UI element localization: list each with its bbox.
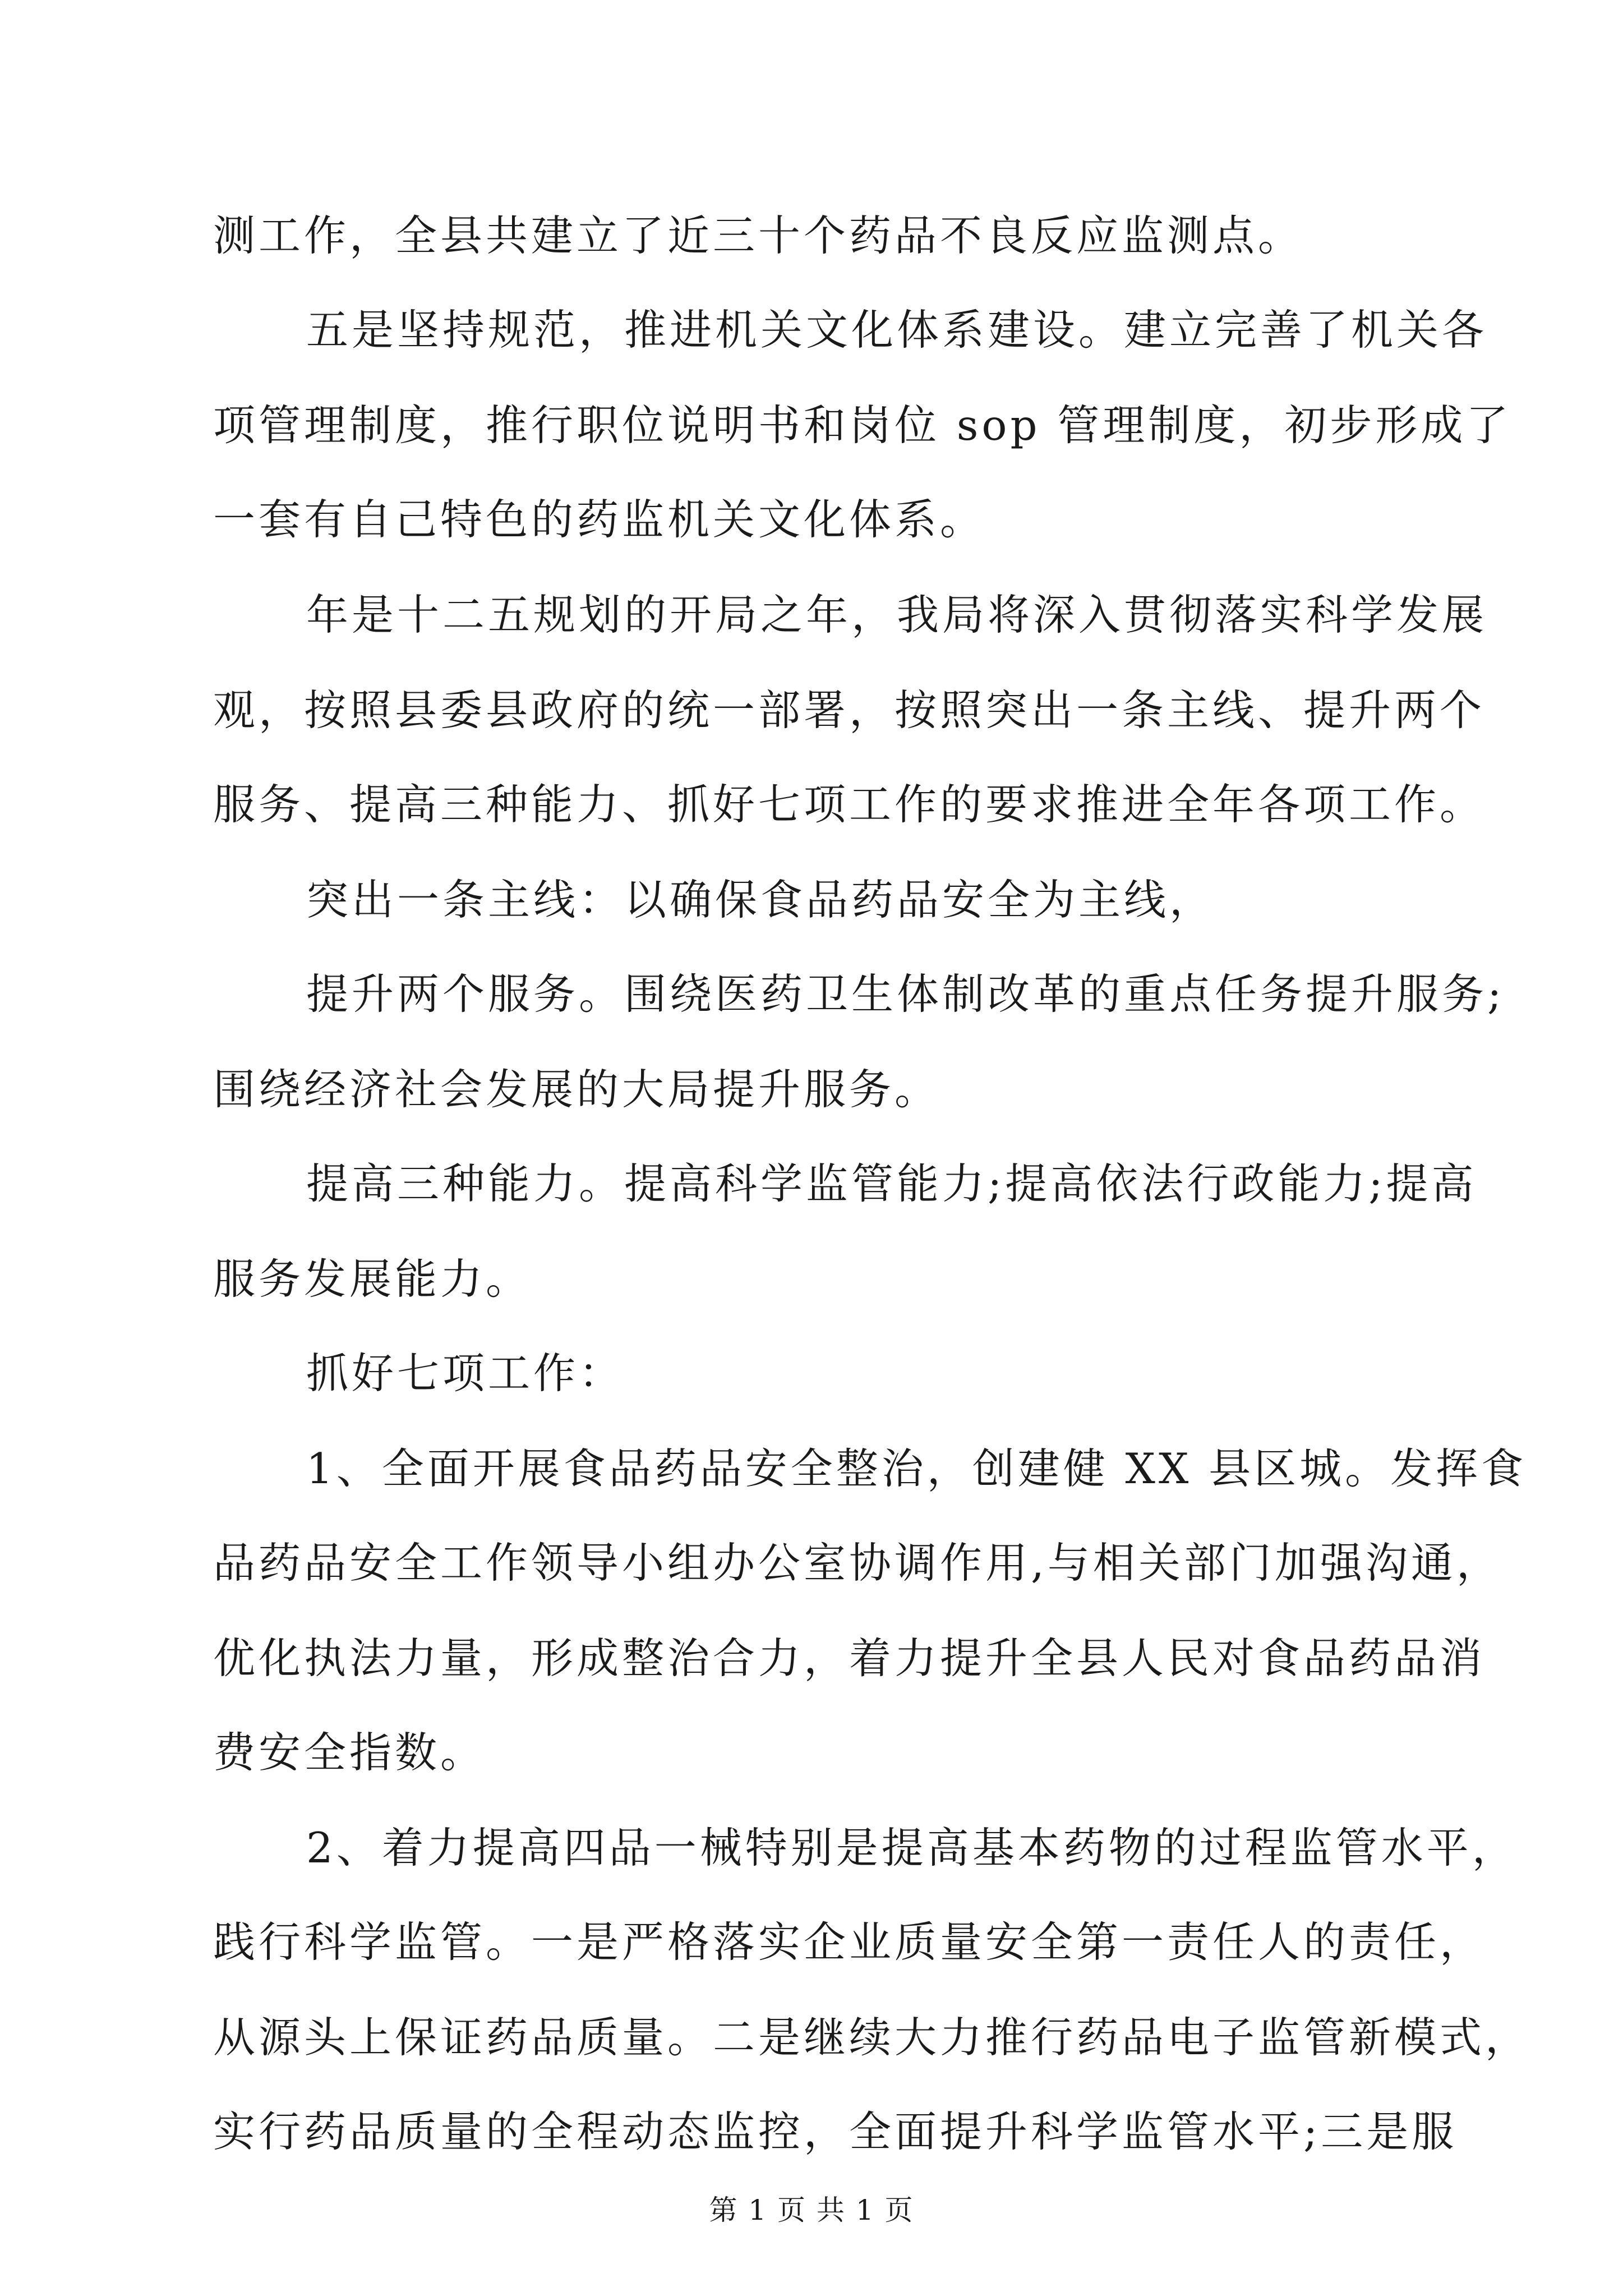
page-footer xyxy=(0,2191,1623,2230)
text-line: 五是坚持规范，推进机关文化体系建设。建立完善了机关各 xyxy=(306,305,1488,355)
text-line: 测工作，全县共建立了近三十个药品不良反应监测点。 xyxy=(213,211,1304,260)
text-line: 从源头上保证药品质量。二是继续大力推行药品电子监管新模式， xyxy=(213,2013,1531,2062)
text-line: 提高三种能力。提高科学监管能力;提高依法行政能力;提高 xyxy=(306,1159,1477,1208)
text-line: 品药品安全工作领导小组办公室协调作用,与相关部门加强沟通， xyxy=(213,1538,1502,1588)
text-line: 服务发展能力。 xyxy=(213,1254,532,1304)
text-line: 优化执法力量，形成整治合力，着力提升全县人民对食品药品消 xyxy=(213,1634,1486,1683)
text-line: 实行药品质量的全程动态监控，全面提升科学监管水平;三是服 xyxy=(213,2107,1458,2156)
text-line: 践行科学监管。一是严格落实企业质量安全第一责任人的责任， xyxy=(213,1917,1486,1967)
text-line: 服务、提高三种能力、抓好七项工作的要求推进全年各项工作。 xyxy=(213,780,1486,829)
text-line: 提升两个服务。围绕医药卫生体制改革的重点任务提升服务; xyxy=(306,969,1505,1019)
page-number-label: 第 1 页 共 1 页 xyxy=(709,2194,914,2226)
text-line: 一套有自己特色的药监机关文化体系。 xyxy=(213,495,986,544)
text-line: 抓好七项工作： xyxy=(306,1349,625,1398)
text-line: 突出一条主线：以确保食品药品安全为主线， xyxy=(306,875,1215,924)
text-line: 1、全面开展食品药品安全整治，创建健 XX 县区城。发挥食 xyxy=(306,1444,1527,1493)
text-line: 2、着力提高四品一械特别是提高基本药物的过程监管水平， xyxy=(306,1823,1518,1872)
text-line: 围绕经济社会发展的大局提升服务。 xyxy=(213,1065,940,1114)
text-line: 年是十二五规划的开局之年，我局将深入贯彻落实科学发展 xyxy=(306,590,1488,639)
text-line: 观，按照县委县政府的统一部署，按照突出一条主线、提升两个 xyxy=(213,685,1486,735)
text-line: 项管理制度，推行职位说明书和岗位 sop 管理制度，初步形成了 xyxy=(213,401,1512,450)
text-line: 费安全指数。 xyxy=(213,1728,486,1777)
